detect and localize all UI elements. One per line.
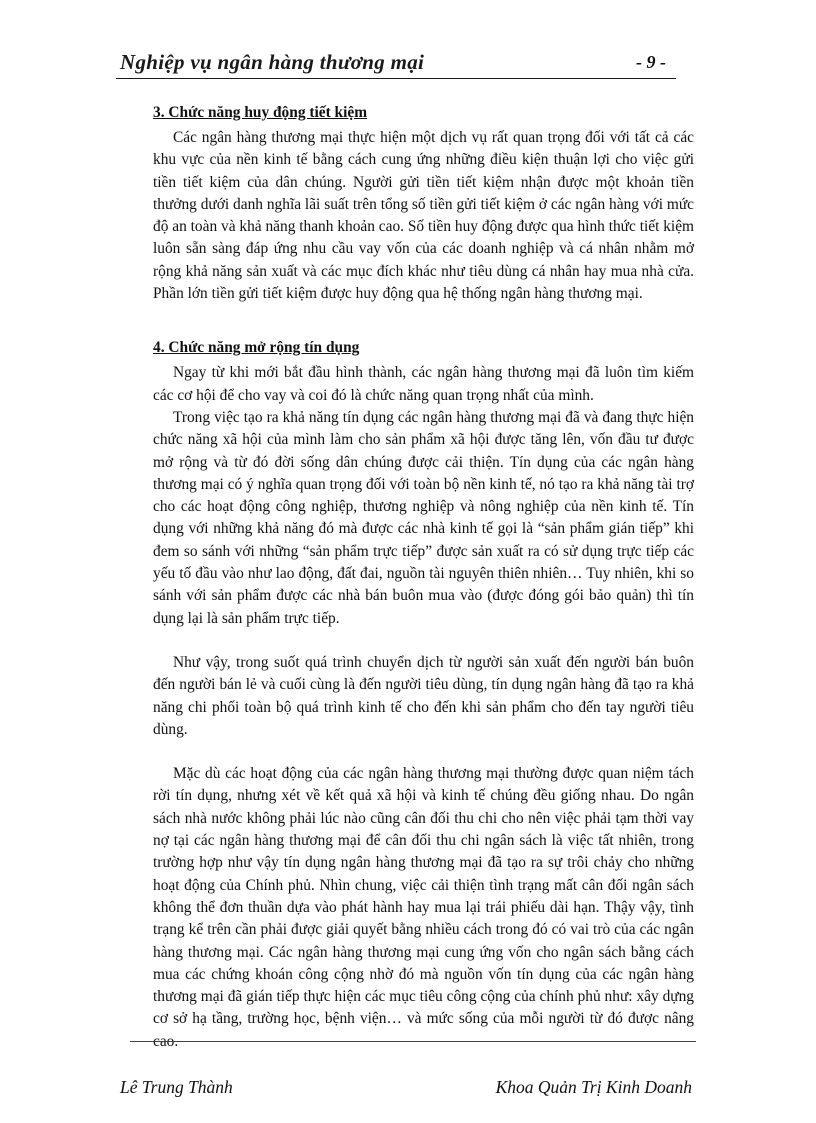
page-number: - 9 - [636,52,666,72]
section-credit [153,338,694,1053]
paragraph: Các ngân hàng thương mại thực hiện một dịch vụ rất quan trọng đối với tất cả các khu vực của nền kinh tế bằng cách cung ứng những điều kiện thuận lợi cho việc gửi tiền tiết kiệm của dân chúng. Người gửi tiền tiết kiệm nhận được một khoản tiền thưởng dưới danh nghĩa lãi suất trên tổng số tiền gửi tiết kiệm ở các ngân hàng với mức độ an toàn và khả năng thanh khoản cao. Số tiền huy động được qua hình thức tiết kiệm luôn sẵn sàng đáp ứng nhu cầu vay vốn của các doanh nghiệp và cá nhân nhằm mở rộng khả năng sản xuất và các mục đích khác như tiêu dùng cá nhân hay mua nhà cửa. Phần lớn tiền gửi tiết kiệm được huy động qua hệ thống ngân hàng thương mại. [153,129,694,303]
footer-author: Lê Trung Thành [120,1077,233,1097]
paragraph: Trong việc tạo ra khả năng tín dụng các ngân hàng thương mại đã và đang thực hiện chức năng xã hội của mình làm cho sản phẩm xã hội được tăng lên, vốn đầu tư được mở rộng và từ đó đời sống dân chúng được cải thiện. Tín dụng của các ngân hàng thương mại có ý nghĩa quan trọng đối với toàn bộ nền kinh tế, nó tạo ra khả năng tài trợ cho các hoạt động công nghiệp, thương nghiệp và nông nghiệp của nền kinh tế. Tín dụng với những khả năng đó mà được các nhà kinh tế gọi là “sản phẩm gián tiếp” khi đem so sánh với những “sản phẩm trực tiếp” được sản xuất ra có sử dụng trực tiếp các yếu tố đầu vào như lao động, đất đai, nguồn tài nguyên thiên nhiên… Tuy nhiên, khi so sánh với sản phẩm được các nhà bán buôn mua vào (được đóng gói bảo quản) thì tín dụng lại là sản phẩm trực tiếp. [153,408,694,627]
section-heading: 4. Chức năng mở rộng tín dụng [153,339,360,357]
paragraph: Mặc dù các hoạt động của các ngân hàng thương mại thường được quan niệm tách rời tín dụng, nhưng xét về kết quả xã hội và kinh tế chúng đều giống nhau. Do ngân sách nhà nước không phải lúc nào cũng cân đối thu chi cho nên việc phải tạm thời vay nợ tại các ngân hàng thương mại để cân đối thu chi ngân sách là việc tất nhiên, trong trường hợp như vậy tín dụng ngân hàng thương mại đã tạo ra sự trôi chảy cho những hoạt động của Chính phủ. Nhìn chung, việc cải thiện tình trạng mất cân đối ngân sách không thể đơn thuần dựa vào phát hành hay mua lại trái phiếu dài hạn. Thậy vậy, tình trạng kể trên cần phải được giải quyết bằng nhiều cách trong đó có vai trò của các ngân hàng thương mại. Các ngân hàng thương mại cung ứng vốn cho ngân sách bằng cách mua các chứng khoán công cộng nhờ đó mà nguồn vốn tín dụng của các ngân hàng thương mại đã gián tiếp thực hiện các mục tiêu công cộng của chính phủ như: xây dựng cơ sở hạ tầng, trường học, bệnh viện… và mức sống của mỗi người từ đó được nâng cao. [153,765,694,1050]
document-body [153,103,694,1053]
footer-department: Khoa Quản Trị Kinh Doanh [495,1077,692,1097]
header-divider [116,78,676,79]
paragraph: Như vậy, trong suốt quá trình chuyển dịch từ người sản xuất đến người bán buôn đến người bán lẻ và cuối cùng là đến người tiêu dùng, tín dụng ngân hàng đã tạo ra khả năng chi phối toàn bộ quá trình kinh tế cho đến khi sản phẩm cho đến tay người tiêu dùng. [153,653,694,738]
section-savings [153,103,694,305]
section-heading: 3. Chức năng huy động tiết kiệm [153,104,368,121]
header-title: Nghiệp vụ ngân hàng thương mại [120,50,425,74]
paragraph: Ngay từ khi mới bắt đầu hình thành, các ngân hàng thương mại đã luôn tìm kiếm các cơ hội để cho vay và coi đó là chức năng quan trọng nhất của mình. [153,364,694,404]
footer-divider [130,1041,696,1042]
page-header [120,50,672,80]
